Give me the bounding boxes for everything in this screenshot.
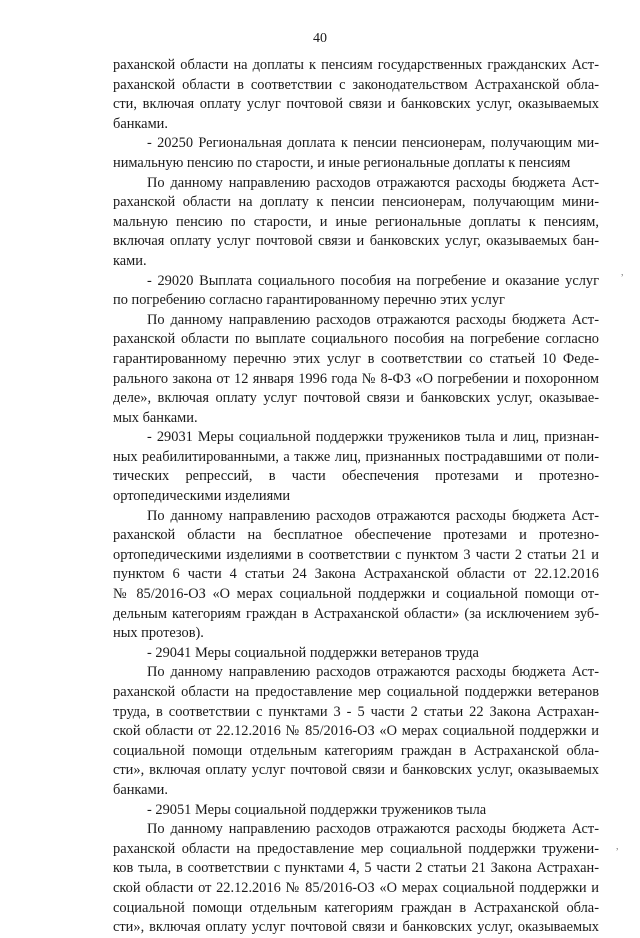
text-line: - 29020 Выплата социального пособия на погребение и оказание услуг — [147, 272, 599, 289]
text-line: нимальную пенсию по старости, и иные региональные доплаты к пенсиям — [113, 154, 571, 171]
text-line: мых банками. — [113, 409, 198, 426]
text-line: ортопедическими изделиями — [113, 488, 291, 505]
text-line: социальной помощи отдельным категориям граждан в Астраханской обла- — [113, 742, 599, 759]
text-line: - 20250 Региональная доплата к пенсии пенсионерам, получающим ми- — [147, 135, 599, 152]
text-line: ортопедическими изделиями в соответствии с пунктом 3 части 2 статьи 21 и — [113, 546, 599, 563]
text-line: социальной помощи отдельным категориям граждан в Астраханской обла- — [113, 899, 599, 916]
scan-speck: , — [616, 841, 619, 852]
text-line: - 29041 Меры социальной поддержки ветеранов труда — [147, 644, 479, 661]
text-line: - 29031 Меры социальной поддержки тружеников тыла и лиц, признан- — [147, 429, 599, 446]
text-line: банками. — [113, 781, 168, 798]
text-line: пунктом 6 части 4 статьи 24 Закона Астраханской области от 22.12.2016 — [113, 566, 599, 583]
text-line: дельным категориям граждан в Астраханской области» (за исключением зуб- — [113, 605, 599, 622]
text-line: раханской области на бесплатное обеспечение протезами и протезно- — [113, 527, 599, 544]
text-line: По данному направлению расходов отражаются расходы бюджета Аст- — [147, 174, 599, 191]
text-line: раханской области по выплате социального пособия на погребение согласно — [113, 331, 599, 348]
text-line: рального закона от 12 января 1996 года № 8-ФЗ «О погребении и похоронном — [113, 370, 599, 387]
text-line: № 85/2016-ОЗ «О мерах социальной поддержки и социальной помощи от- — [113, 586, 599, 603]
text-line: По данному направлению расходов отражаются расходы бюджета Аст- — [147, 507, 599, 524]
text-line: - 29051 Меры социальной поддержки тружеников тыла — [147, 801, 487, 818]
page-number: 40 — [313, 31, 327, 46]
text-line: раханской области на предоставление мер социальной поддержки ветеранов — [113, 684, 599, 700]
text-line: сти», включая оплату услуг почтовой связи и банковских услуг, оказываемых — [113, 762, 599, 779]
text-line: деле», включая оплату услуг почтовой связи и банковских услуг, оказывае- — [113, 390, 599, 407]
text-line: сти», включая оплату услуг почтовой связи и банковских услуг, оказываемых — [113, 919, 599, 936]
text-line: По данному направлению расходов отражаются расходы бюджета Аст- — [147, 311, 599, 328]
text-line: тических репрессий, в части обеспечения протезами и протезно- — [113, 468, 599, 485]
text-line: гарантированному перечню этих услуг в соответствии со статьей 10 Феде- — [113, 350, 599, 367]
text-line: по погребению согласно гарантированному перечню этих услуг — [113, 292, 505, 309]
text-line: раханской области на доплаты к пенсиям государственных гражданских Аст- — [113, 57, 599, 73]
text-line: ками. — [113, 252, 147, 269]
text-line: По данному направлению расходов отражаются расходы бюджета Аст- — [147, 664, 599, 681]
text-line: раханской области в соответствии с законодательством Астраханской обла- — [113, 76, 599, 93]
scan-speck: , — [621, 267, 624, 278]
document-body — [113, 56, 599, 938]
text-line: ской области от 22.12.2016 № 85/2016-ОЗ «О мерах социальной поддержки и — [113, 879, 599, 896]
text-line: раханской области на предоставление мер социальной поддержки тружени- — [113, 840, 599, 857]
text-line: сти, включая оплату услуг почтовой связи и банковских услуг, оказываемых — [113, 96, 599, 113]
text-line: ской области от 22.12.2016 № 85/2016-ОЗ «О мерах социальной поддержки и — [113, 723, 599, 740]
text-line: мальную пенсию по старости, и иные региональные доплаты к пенсиям, — [113, 213, 599, 230]
text-line: банками. — [113, 115, 168, 132]
text-line: раханской области на доплату к пенсии пенсионерам, получающим мини- — [113, 194, 599, 211]
text-line: ных протезов). — [113, 625, 204, 642]
text-line: ных реабилитированными, а также лиц, признанных пострадавшими от поли- — [113, 448, 599, 465]
text-line: ков тыла, в соответствии с пунктами 4, 5 части 2 статьи 21 Закона Астрахан- — [113, 860, 599, 877]
text-line: труда, в соответствии с пунктами 3 - 5 части 2 статьи 22 Закона Астрахан- — [113, 703, 599, 720]
text-line: По данному направлению расходов отражаются расходы бюджета Аст- — [147, 821, 599, 838]
text-line: включая оплату услуг почтовой связи и банковских услуг, оказываемых бан- — [113, 233, 599, 250]
